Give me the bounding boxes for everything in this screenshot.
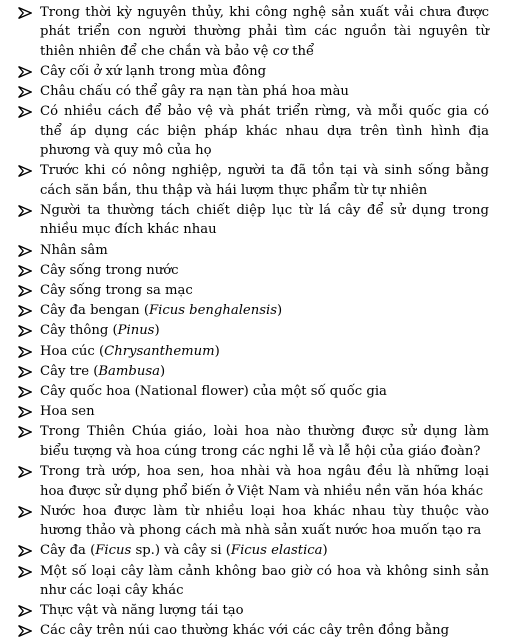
item-text: Hoa sen <box>40 404 95 420</box>
list-item <box>0 402 511 421</box>
arrowhead-bullet-icon <box>18 86 32 98</box>
item-text: ) <box>322 543 328 559</box>
list-item <box>0 201 511 240</box>
scientific-name: Chrysanthemum <box>104 343 215 359</box>
item-text: Cây đa ( <box>40 543 96 559</box>
list-item <box>0 261 511 280</box>
list-item <box>0 621 511 640</box>
arrowhead-bullet-icon <box>18 305 32 317</box>
arrowhead-bullet-icon <box>18 165 32 177</box>
item-text: Hoa cúc ( <box>40 343 105 359</box>
arrowhead-bullet-icon <box>18 205 32 217</box>
list-item <box>0 541 511 560</box>
list-item <box>0 62 511 81</box>
list-item <box>0 382 511 401</box>
item-text: Cây sống trong nước <box>40 262 179 278</box>
arrowhead-bullet-icon <box>18 106 32 118</box>
item-text: Cây sống trong sa mạc <box>40 283 193 299</box>
list-item <box>0 362 511 381</box>
item-text: Cây thông ( <box>40 323 118 339</box>
item-text: Trước khi có nông nghiệp, người ta đã tồn tại và sinh sống bằng cách săn bắn, thu thập và hái lượm thực phẩm từ tự nhiên <box>40 163 489 198</box>
item-text: Trong thời kỳ nguyên thủy, khi công nghệ sản xuất vải chưa được phát triển con người thường phải tìm các nguồn tài nguyên từ thiên nhiên để che chắn và bảo vệ cơ thể <box>40 5 489 59</box>
list-item <box>0 422 511 461</box>
item-text: Một số loại cây làm cảnh không bao giờ có hoa và không sinh sản như các loại cây khác <box>40 563 489 598</box>
list-item <box>0 161 511 200</box>
arrowhead-bullet-icon <box>18 625 32 637</box>
item-text: Thực vật và năng lượng tái tạo <box>40 603 244 619</box>
scientific-name: Ficus benghalensis <box>148 303 277 319</box>
arrowhead-bullet-icon <box>18 265 32 277</box>
arrowhead-bullet-icon <box>18 245 32 257</box>
scientific-name: Bambusa <box>98 363 160 379</box>
arrowhead-bullet-icon <box>18 605 32 617</box>
arrowhead-bullet-icon <box>18 426 32 438</box>
arrowhead-bullet-icon <box>18 66 32 78</box>
item-text: Cây cối ở xứ lạnh trong mùa đông <box>40 64 267 80</box>
item-text: ) <box>214 343 220 359</box>
item-text: Các cây trên núi cao thường khác với các cây trên đồng bằng <box>40 623 450 639</box>
arrowhead-bullet-icon <box>18 466 32 478</box>
item-text: Người ta thường tách chiết diệp lục từ lá cây để sử dụng trong nhiều mục đích khác nhau <box>40 203 489 238</box>
item-text: ) <box>159 363 166 379</box>
item-text: ) <box>154 323 160 339</box>
item-text: Nhân sâm <box>40 242 108 258</box>
arrowhead-bullet-icon <box>18 346 32 358</box>
item-text: Nước hoa được làm từ nhiều loại hoa khác nhau tùy thuộc vào hương thảo và phong cách mà nhà sản xuất nước hoa muốn tạo ra <box>40 503 489 539</box>
item-text: Cây đa bengan ( <box>40 303 149 319</box>
item-text: sp.) và cây si ( <box>131 543 231 559</box>
list-item <box>0 321 511 340</box>
arrowhead-bullet-icon <box>18 325 32 337</box>
arrowhead-bullet-icon <box>18 506 32 518</box>
item-text: Cây quốc hoa (National flower) của một số quốc gia <box>40 384 387 400</box>
list-item <box>0 281 511 300</box>
arrowhead-bullet-icon <box>18 386 32 398</box>
list-item <box>0 462 511 501</box>
list-item <box>0 82 511 101</box>
item-text: Có nhiều cách để bảo vệ và phát triển rừng, và mỗi quốc gia có thể áp dụng các biện pháp khác nhau dựa trên tình hình địa phương và quy mô của họ <box>40 104 489 159</box>
arrowhead-bullet-icon <box>18 545 32 557</box>
list-item <box>0 102 511 160</box>
list-item <box>0 502 511 541</box>
item-text: ) <box>276 303 283 319</box>
item-text: Cây tre ( <box>40 363 99 379</box>
list-item <box>0 601 511 620</box>
arrowhead-bullet-icon <box>18 285 32 297</box>
list-item <box>0 562 511 601</box>
scientific-name: Ficus <box>95 543 132 559</box>
scientific-name: Pinus <box>117 323 155 339</box>
item-text: Châu chấu có thể gây ra nạn tàn phá hoa màu <box>40 84 349 100</box>
list-item <box>0 3 511 61</box>
scientific-name: Ficus elastica <box>230 543 323 559</box>
arrowhead-bullet-icon <box>18 406 32 418</box>
item-text: Trong Thiên Chúa giáo, loài hoa nào thường được sử dụng làm biểu tượng và hoa cúng trong các nghi lễ và lễ hội của giáo đoàn? <box>40 424 489 459</box>
item-text: Trong trà ướp, hoa sen, hoa nhài và hoa ngâu đều là những loại hoa được sử dụng phổ biến ở Việt Nam và nhiều nền văn hóa khác <box>40 464 489 499</box>
arrowhead-bullet-icon <box>18 566 32 578</box>
list-item <box>0 342 511 361</box>
arrowhead-bullet-icon <box>18 366 32 378</box>
list-item <box>0 241 511 260</box>
list-item <box>0 301 511 320</box>
arrowhead-bullet-icon <box>18 7 32 19</box>
